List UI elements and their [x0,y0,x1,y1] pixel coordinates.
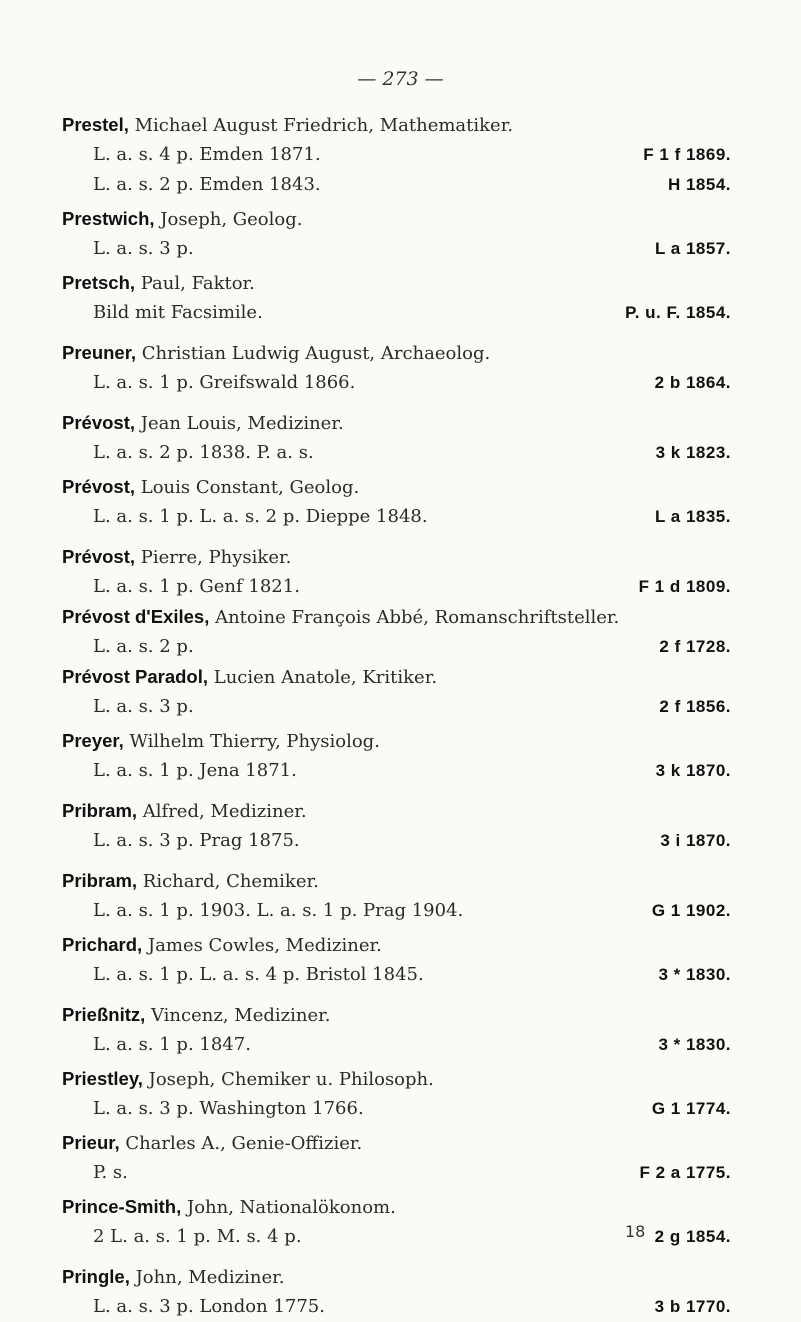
entry-description: Michael August Friedrich, Mathematiker. [128,115,514,136]
entry-heading [0,930,801,960]
shelf-signature: H 1854. [667,175,731,194]
entry-detail [0,140,801,170]
detail-text: Bild mit Facsimile. [93,302,263,323]
shelf-signature: 2 f 1728. [659,637,731,656]
detail-text: L. a. s. 3 p. London 1775. [93,1296,325,1317]
entry-name: Prévost, [62,546,136,567]
entry [0,866,801,926]
entry [0,542,801,602]
shelf-signature: L a 1857. [654,239,731,258]
shelf-signature: L a 1835. [654,507,731,526]
shelf-signature: 2 b 1864. [654,373,731,392]
entry-heading [0,662,801,692]
entry-detail [0,756,801,786]
entry-detail [0,960,801,990]
detail-text: L. a. s. 1 p. 1847. [93,1034,251,1055]
shelf-signature: F 1 d 1809. [638,577,731,596]
entry-heading [0,472,801,502]
detail-text: L. a. s. 2 p. [93,636,194,657]
shelf-signature: 3 * 1830. [658,965,731,984]
entry-heading [0,1000,801,1030]
entry-description: Paul, Faktor. [135,273,255,294]
entry-detail [0,572,801,602]
entry-description: Wilhelm Thierry, Physiolog. [123,731,380,752]
entry-heading [0,110,801,140]
entry-name: Prestel, [62,114,129,135]
entry-name: Pribram, [62,800,138,821]
detail-text: L. a. s. 3 p. Washington 1766. [93,1098,364,1119]
shelf-signature: 2 g 1854. [654,1227,731,1246]
entry [0,1128,801,1188]
entry [0,796,801,856]
entry-description: Joseph, Chemiker u. Philosoph. [142,1069,434,1090]
entry [0,408,801,468]
entry-heading [0,1262,801,1292]
entry-description: Jean Louis, Mediziner. [135,413,344,434]
entry [0,1064,801,1124]
entry-description: Richard, Chemiker. [137,871,319,892]
entry-name: Priestley, [62,1068,143,1089]
entry-detail [0,170,801,200]
entry-heading [0,408,801,438]
entry [0,662,801,722]
entry-heading [0,268,801,298]
shelf-signature: F 1 f 1869. [643,145,731,164]
entry-description: Lucien Anatole, Kritiker. [208,667,438,688]
entry [0,204,801,264]
entry-name: Prichard, [62,934,143,955]
shelf-signature: P. u. F. 1854. [625,303,731,322]
shelf-signature: 3 k 1870. [655,761,731,780]
entry-detail [0,298,801,328]
entry [0,1262,801,1322]
entry-detail [0,438,801,468]
entry-heading [0,542,801,572]
detail-text: L. a. s. 1 p. Jena 1871. [93,760,297,781]
detail-text: L. a. s. 2 p. 1838. P. a. s. [93,442,314,463]
entry [0,472,801,532]
detail-text: L. a. s. 3 p. Prag 1875. [93,830,300,851]
entry-detail [0,1094,801,1124]
detail-text: L. a. s. 1 p. Greifswald 1866. [93,372,356,393]
entry-description: John, Mediziner. [129,1267,285,1288]
entry-detail [0,632,801,662]
entry-heading [0,1192,801,1222]
entry-detail [0,1158,801,1188]
shelf-signature: 3 b 1770. [654,1297,731,1316]
shelf-signature: 3 k 1823. [655,443,731,462]
entry-name: Preuner, [62,342,137,363]
entry-name: Prévost d'Exiles, [62,606,210,627]
entry-description: Christian Ludwig August, Archaeolog. [136,343,491,364]
entry-heading [0,726,801,756]
detail-text: L. a. s. 1 p. L. a. s. 2 p. Dieppe 1848. [93,506,428,527]
entry-detail [0,692,801,722]
entry-detail [0,1222,801,1252]
entry-detail [0,826,801,856]
page-number: — 273 — [357,68,444,90]
shelf-signature: F 2 a 1775. [639,1163,731,1182]
entry-detail [0,368,801,398]
detail-text: L. a. s. 3 p. [93,238,194,259]
entry-list [0,110,801,1322]
detail-text: L. a. s. 2 p. Emden 1843. [93,174,321,195]
shelf-signature: 3 * 1830. [658,1035,731,1054]
shelf-signature: 2 f 1856. [659,697,731,716]
entry-heading [0,204,801,234]
detail-text: L. a. s. 1 p. 1903. L. a. s. 1 p. Prag 1904. [93,900,464,921]
detail-text: L. a. s. 3 p. [93,696,194,717]
entry-name: Prévost, [62,476,136,497]
shelf-signature: 3 i 1870. [660,831,731,850]
entry [0,338,801,398]
shelf-signature: G 1 1774. [651,1099,731,1118]
detail-text: L. a. s. 4 p. Emden 1871. [93,144,321,165]
entry [0,1000,801,1060]
entry-heading [0,1128,801,1158]
entry-heading [0,796,801,826]
entry-description: John, Nationalökonom. [181,1197,396,1218]
entry-name: Prévost, [62,412,136,433]
entry-heading [0,1064,801,1094]
entry-description: Pierre, Physiker. [135,547,292,568]
entry-name: Prieur, [62,1132,120,1153]
entry-detail [0,1030,801,1060]
entry-name: Preyer, [62,730,124,751]
entry-description: Charles A., Genie-Offizier. [119,1133,363,1154]
entry-description: James Cowles, Mediziner. [142,935,382,956]
entry [0,602,801,662]
entry-description: Vincenz, Mediziner. [145,1005,331,1026]
detail-text: L. a. s. 1 p. Genf 1821. [93,576,300,597]
entry-detail [0,234,801,264]
entry-name: Pribram, [62,870,138,891]
signature-mark: 18 [625,1222,646,1241]
entry-detail [0,1292,801,1322]
entry-name: Prince-Smith, [62,1196,182,1217]
entry-heading [0,866,801,896]
entry [0,110,801,200]
entry-name: Pringle, [62,1266,130,1287]
entry-name: Pretsch, [62,272,136,293]
entry-detail [0,502,801,532]
entry-description: Joseph, Geolog. [154,209,303,230]
entry [0,726,801,786]
entry [0,268,801,328]
entry-description: Alfred, Mediziner. [137,801,307,822]
entry-description: Antoine François Abbé, Romanschriftsteller. [209,607,620,628]
entry [0,930,801,990]
entry-description: Louis Constant, Geolog. [135,477,360,498]
entry [0,1192,801,1252]
entry-name: Prießnitz, [62,1004,146,1025]
detail-text: 2 L. a. s. 1 p. M. s. 4 p. [93,1226,302,1247]
entry-heading [0,602,801,632]
detail-text: L. a. s. 1 p. L. a. s. 4 p. Bristol 1845. [93,964,424,985]
shelf-signature: G 1 1902. [651,901,731,920]
detail-text: P. s. [93,1162,128,1183]
entry-name: Prestwich, [62,208,155,229]
entry-heading [0,338,801,368]
entry-name: Prévost Paradol, [62,666,209,687]
entry-detail [0,896,801,926]
